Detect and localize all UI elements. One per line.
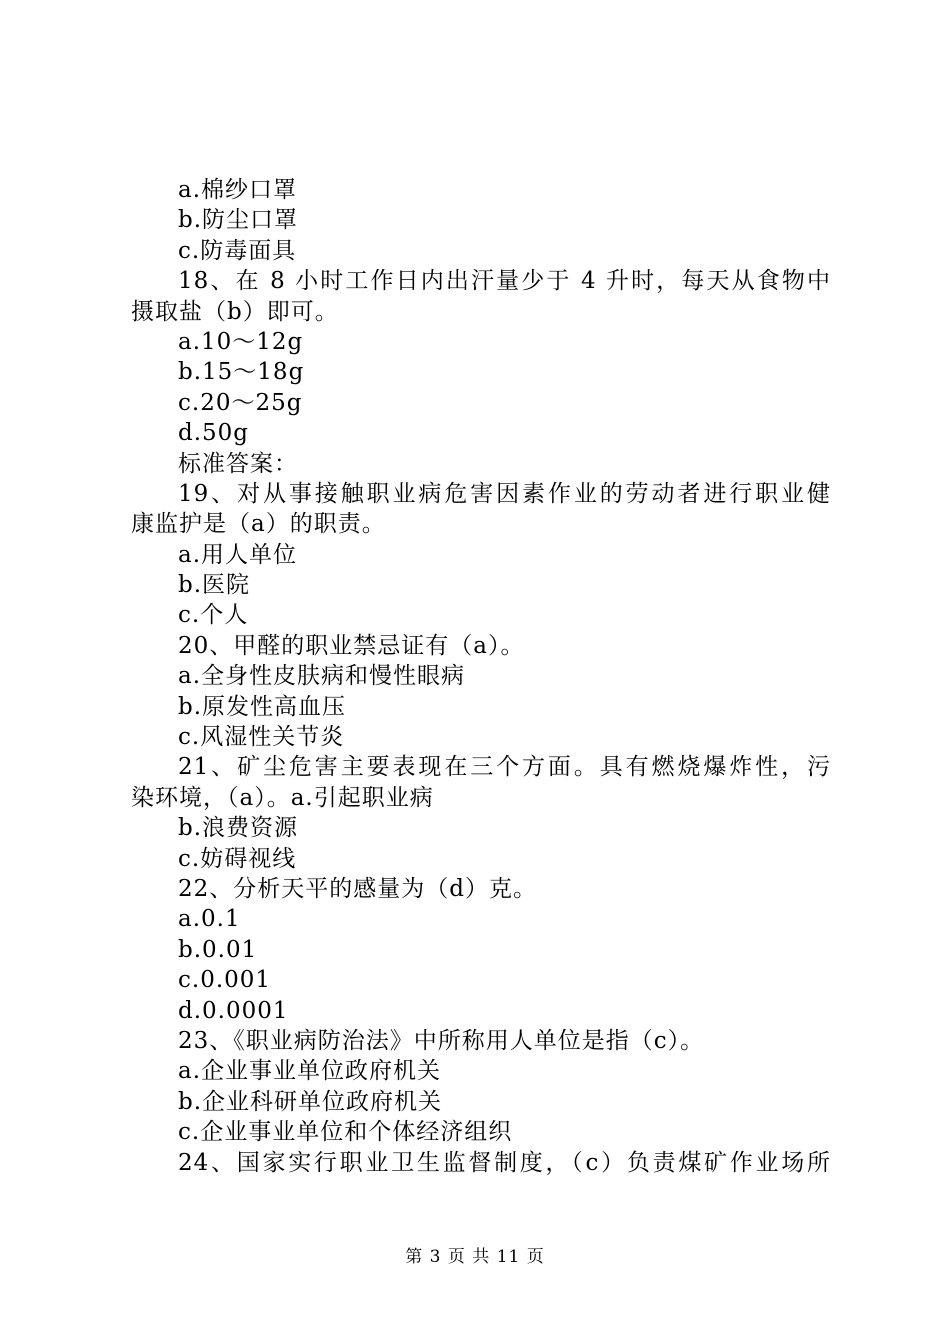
- text-line: 20、甲醛的职业禁忌证有（a）。: [178, 632, 525, 659]
- text-line: c.风湿性关节炎: [178, 724, 345, 751]
- text-line: c.个人: [178, 602, 249, 629]
- text-line: 24、国家实行职业卫生监督制度，（c）负责煤矿作业场所: [178, 1149, 831, 1176]
- text-line: b.15～18g: [178, 359, 305, 386]
- text-line: c.企业事业单位和个体经济组织: [178, 1119, 513, 1146]
- text-line: 21、矿尘危害主要表现在三个方面。具有燃烧爆炸性，污: [178, 754, 831, 781]
- text-line: 染环境，（a）。a.引起职业病: [131, 784, 434, 811]
- text-line: d.0.0001: [178, 997, 289, 1024]
- text-line: c.防毒面具: [178, 237, 297, 264]
- text-line: 22、分析天平的感量为（d）克。: [178, 875, 537, 902]
- text-line: 摄取盐（b）即可。: [131, 298, 339, 325]
- text-line: c.0.001: [178, 967, 272, 994]
- text-line: b.0.01: [178, 936, 258, 963]
- text-line: c.妨碍视线: [178, 845, 297, 872]
- text-line: a.用人单位: [178, 541, 298, 568]
- text-line: a.企业事业单位政府机关: [178, 1058, 442, 1085]
- text-line: d.50g: [178, 420, 250, 447]
- document-body: [131, 175, 831, 1178]
- page-footer: 第 3 页 共 11 页: [405, 1247, 545, 1267]
- text-line: b.原发性高血压: [178, 693, 347, 720]
- text-line: 23、《职业病防治法》中所称用人单位是指（c）。: [178, 1027, 705, 1054]
- text-line: b.浪费资源: [178, 815, 299, 842]
- text-line: 18、在 8 小时工作日内出汗量少于 4 升时，每天从食物中: [178, 268, 831, 295]
- text-line: 标准答案：: [178, 450, 298, 477]
- text-line: a.10～12g: [178, 328, 304, 355]
- text-line: 康监护是（a）的职责。: [131, 511, 386, 538]
- text-line: a.棉纱口罩: [178, 177, 298, 203]
- text-line: c.20～25g: [178, 389, 303, 416]
- text-line: a.全身性皮肤病和慢性眼病: [178, 663, 466, 690]
- text-line: b.企业科研单位政府机关: [178, 1088, 443, 1115]
- text-line: a.0.1: [178, 906, 241, 933]
- text-line: b.医院: [178, 572, 251, 599]
- text-line: 19、对从事接触职业病危害因素作业的劳动者进行职业健: [178, 480, 831, 507]
- text-line: b.防尘口罩: [178, 207, 299, 234]
